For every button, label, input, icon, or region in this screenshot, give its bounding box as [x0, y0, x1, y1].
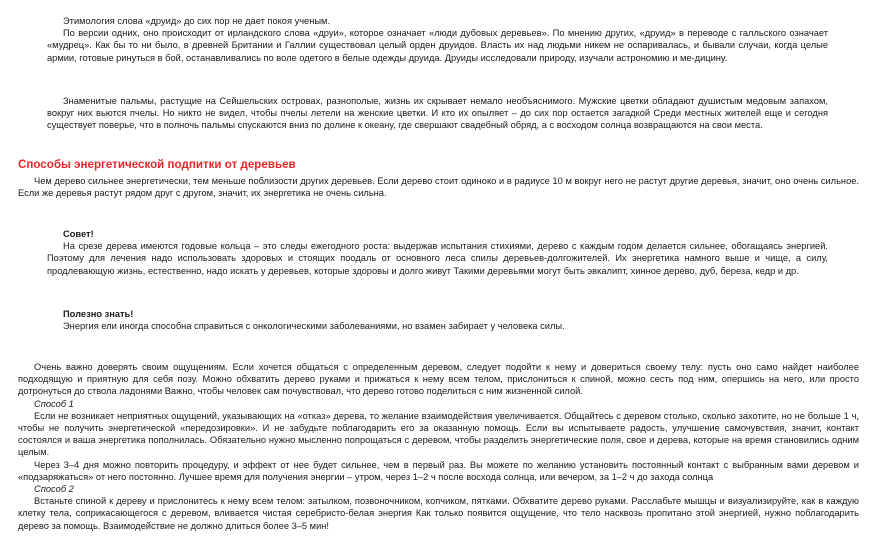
methods-block — [18, 361, 859, 532]
method2-text: Встаньте спиной к дереву и прислонитесь к нему всем телом: затылком, позвоночником, копчиком, пятками. Обхватите дерево руками. Расслабьте мышцы и визуализируйте, как в каждую клетку тела, соприкасающегося с деревом, вливается чистая серебристо-белая энергия Как только появится ощущение, что тело насквозь пропитано этой энергией, нужно поблагодарить дерево за помощь. Взаимодействие не должно длиться более 3–5 мин! — [18, 496, 859, 531]
method2-title: Способ 2 — [34, 484, 74, 495]
section-heading: Способы энергетической подпитки от деревьев — [18, 158, 296, 171]
useful-block — [47, 308, 828, 332]
trust-paragraph: Очень важно доверять своим ощущениям. Если хочется общаться с определенным деревом, следует подойти к нему и довериться своему телу: пусть оно само найдет наиболее подходящую и приятную для себя позу. Можно обхватить дерево руками и прижаться к нему всем телом, прислониться к спиной, можно сесть под ним, опершись на него, или просто дотронуться до ствола ладонями Важно, чтобы человек сам почувствовал, что дерево готово поделиться с ним жизненной силой. — [18, 362, 859, 397]
useful-text: Энергия ели иногда способна справиться с онкологическими заболеваниями, но взамен забирает у человека силы. — [63, 321, 565, 332]
palm-block — [47, 95, 828, 132]
tip-title: Совет! — [63, 229, 94, 239]
tip-block — [47, 228, 828, 277]
palm-paragraph: Знаменитые пальмы, растущие на Сейшельских островах, разнополые, жизнь их скрывает немало необъяснимого. Мужские цветки обладают душистым медовым запахом, вокруг них вьются пчелы. Но никто не видел, чтобы пчелы летели на женские цветки. И кто их опыляет – до сих пор остается загадкой Среди местных жителей еще и сегодня существует поверье, что в полночь пальмы спускаются вниз по долине к океану, где свершают свадебный обряд, а с восходом солнца возвращаются на свои места. — [47, 96, 828, 131]
druid-intro: Этимология слова «друид» до сих пор не дает покоя ученым. — [63, 16, 331, 26]
method1-text: Если не возникает неприятных ощущений, указывающих на «отказ» дерева, то желание взаимодействия увеличивается. Общайтесь с деревом столько, сколько захотите, но не больше 1 ч, чтобы не получить энергетической «передозировки». И не забудьте поблагодарить его за оказанную помощь. Если вы испытываете радость, улучшение самочувствия, значит, контакт состоялся и ваша энергетика пополнилась. Обязательно нужно мысленно попрощаться с деревом, чтобы разделить энергетические поля, свое и дерева, которые на время становились одним целым. — [18, 410, 859, 458]
druid-paragraph: По версии одних, оно происходит от ирландского слова «друи», которое означает «люди дубовых деревьев». По мнению других, «друид» в переводе с галльского означает «мудрец». Как бы то ни было, в древней Британии и Галлии существовал целый орден друидов. Власть их над людьми никем не оспаривалась, и бывали случаи, когда целые армии, готовые ринуться в бой, останавливались по воле одетого в белые одежды друида. Друиды исследовали природу, изучали астрономию и ме-дицину. — [47, 28, 828, 63]
tree-strength-block — [18, 175, 859, 199]
tree-strength-paragraph: Чем дерево сильнее энергетически, тем меньше поблизости других деревьев. Если дерево стоит одиноко и в радиусе 10 м вокруг него не растут другие деревья, значит, оно очень сильное. Если же деревья растут рядом друг с другом, значит, их энергетика не очень сильна. — [18, 176, 859, 199]
method1-title: Способ 1 — [34, 398, 74, 409]
druid-block — [47, 15, 828, 64]
tip-text: На срезе дерева имеются годовые кольца – это следы ежегодного роста: выдержав испытания стихиями, дерево с каждым годом делается сильнее, обогащаясь энергией. Поэтому для лечения надо использовать здоровых и стоящих поодаль от основного леса спилы деревьев-долгожителей. Их энергетика намного выше и чище, а силу, продлевающую жизнь, естественно, надо искать у деревьев, которые здоровы и долго живут Такими деревьями могут быть эвкалипт, хинное дерево, дуб, береза, кедр и др. — [47, 241, 828, 276]
method1-text2: Через 3–4 дня можно повторить процедуру, и эффект от нее будет сильнее, чем в первый раз. Вы можете по желанию установить постоянный контакт с выбранным вами деревом и «подзаряжаться» от него постоянно. Лучшее время для получения энергии – утром, через 1–2 ч после восхода солнца, или вечером, за 1–2 ч до захода солнца — [18, 459, 859, 482]
useful-title: Полезно знать! — [63, 309, 134, 319]
